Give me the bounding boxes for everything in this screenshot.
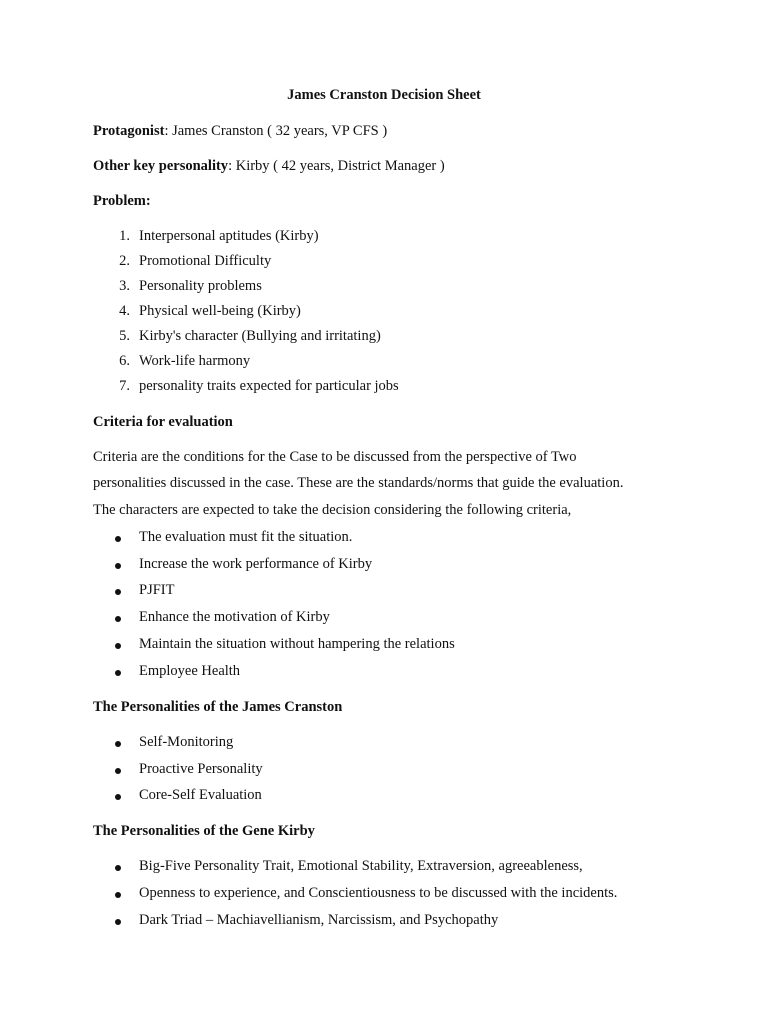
james-heading: The Personalities of the James Cranston <box>93 699 343 715</box>
list-item-text: Enhance the motivation of Kirby <box>139 609 330 625</box>
list-number: 7. <box>119 378 130 394</box>
list-number: 5. <box>119 328 130 344</box>
list-item <box>0 303 768 323</box>
list-item <box>0 556 768 576</box>
bullet-icon <box>115 865 121 871</box>
protagonist-label: Protagonist <box>93 123 165 139</box>
criteria-paragraph-line: Criteria are the conditions for the Case to be discussed from the perspective of Two <box>93 449 577 465</box>
protagonist-value: : James Cranston ( 32 years, VP CFS ) <box>164 123 388 139</box>
list-item <box>0 353 768 373</box>
list-item-text: Personality problems <box>139 278 262 294</box>
other-key-label: Other key personality <box>93 158 229 174</box>
list-item-text: Kirby's character (Bullying and irritating) <box>139 328 381 344</box>
list-item-text: Employee Health <box>139 663 241 679</box>
bullet-icon <box>115 643 121 649</box>
problem-heading: Problem: <box>93 193 151 209</box>
bullet-icon <box>115 616 121 622</box>
list-item <box>0 278 768 298</box>
list-item-text: Openness to experience, and Conscientiousness to be discussed with the incidents. <box>139 885 618 901</box>
criteria-paragraph-line: personalities discussed in the case. These are the standards/norms that guide the evaluation. <box>93 475 624 491</box>
gene-heading: The Personalities of the Gene Kirby <box>93 823 315 839</box>
list-item <box>0 228 768 248</box>
list-item <box>0 582 768 602</box>
list-item-text: PJFIT <box>139 582 175 598</box>
list-item <box>0 885 768 905</box>
bullet-icon <box>115 589 121 595</box>
list-item-text: Dark Triad – Machiavellianism, Narcissism, and Psychopathy <box>139 912 499 928</box>
list-number: 1. <box>119 228 130 244</box>
list-item <box>0 761 768 781</box>
bullet-icon <box>115 670 121 676</box>
bullet-icon <box>115 794 121 800</box>
list-item-text: Proactive Personality <box>139 761 263 777</box>
list-number: 4. <box>119 303 130 319</box>
protagonist-line <box>93 123 387 140</box>
bullet-icon <box>115 563 121 569</box>
list-item-text: Increase the work performance of Kirby <box>139 556 373 572</box>
list-item <box>0 663 768 683</box>
list-item <box>0 609 768 629</box>
list-item <box>0 734 768 754</box>
bullet-icon <box>115 536 121 542</box>
list-number: 3. <box>119 278 130 294</box>
list-item <box>0 378 768 398</box>
list-item <box>0 529 768 549</box>
list-item-text: Self-Monitoring <box>139 734 234 750</box>
list-item-text: personality traits expected for particular jobs <box>139 378 399 394</box>
bullet-icon <box>115 768 121 774</box>
other-key-value: : Kirby ( 42 years, District Manager ) <box>228 158 445 174</box>
bullet-icon <box>115 892 121 898</box>
list-item <box>0 858 768 878</box>
criteria-heading: Criteria for evaluation <box>93 414 233 430</box>
list-number: 6. <box>119 353 130 369</box>
list-item-text: Interpersonal aptitudes (Kirby) <box>139 228 319 244</box>
list-item <box>0 912 768 932</box>
page-title: James Cranston Decision Sheet <box>287 87 481 103</box>
list-item <box>0 328 768 348</box>
list-item-text: Promotional Difficulty <box>139 253 272 269</box>
list-item-text: Maintain the situation without hampering the relations <box>139 636 455 652</box>
list-item-text: Work-life harmony <box>139 353 251 369</box>
list-number: 2. <box>119 253 130 269</box>
list-item <box>0 636 768 656</box>
list-item <box>0 787 768 807</box>
criteria-paragraph-line: The characters are expected to take the decision considering the following criteria, <box>93 502 572 518</box>
list-item-text: Core-Self Evaluation <box>139 787 262 803</box>
list-item-text: Big-Five Personality Trait, Emotional Stability, Extraversion, agreeableness, <box>139 858 583 874</box>
other-key-line <box>93 158 445 175</box>
bullet-icon <box>115 919 121 925</box>
list-item-text: Physical well-being (Kirby) <box>139 303 301 319</box>
list-item-text: The evaluation must fit the situation. <box>139 529 353 545</box>
list-item <box>0 253 768 273</box>
bullet-icon <box>115 741 121 747</box>
